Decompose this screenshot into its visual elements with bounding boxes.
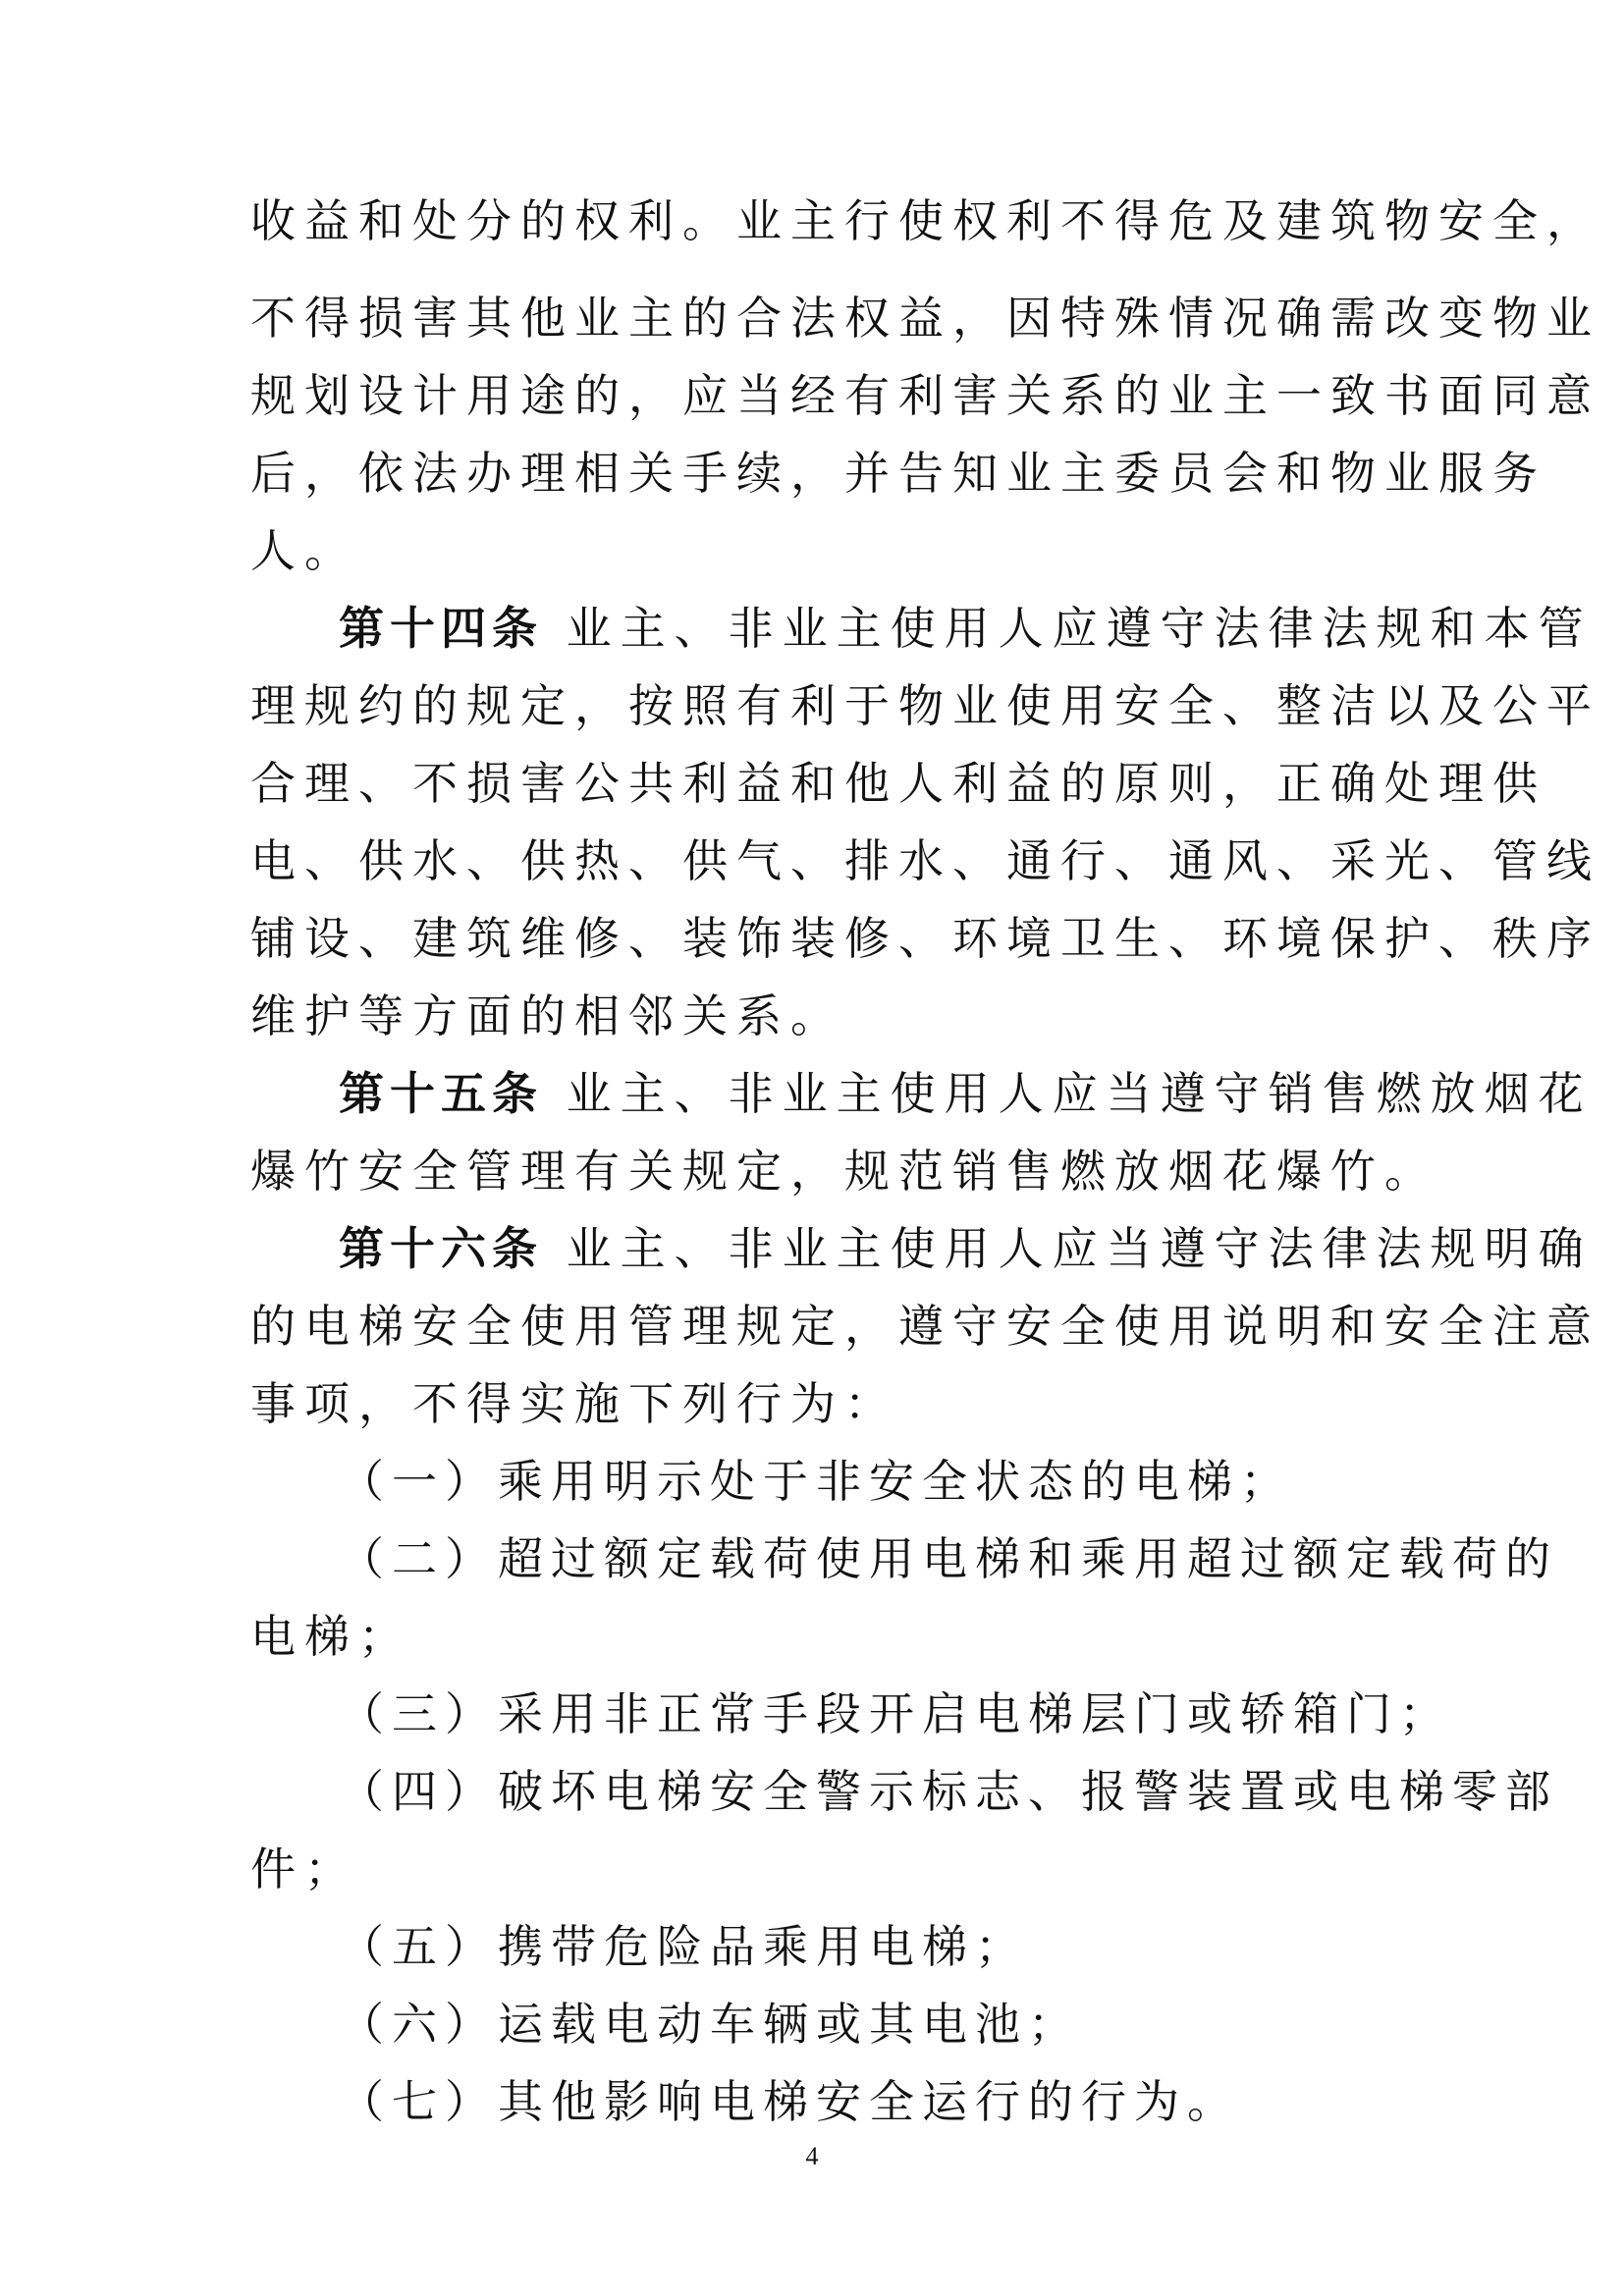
page-number: 4	[805, 2142, 819, 2170]
article-16-first-line: 业主、非业主使用人应当遵守法律法规明确	[566, 1222, 1593, 1275]
list-item: （四）破坏电梯安全警示标志、报警装置或电梯零部	[339, 1765, 1558, 1818]
list-item-continuation: 电梯；	[250, 1610, 412, 1663]
text-line: 规划设计用途的，应当经有利害关系的业主一致书面同意	[250, 369, 1600, 422]
list-item: （六）运载电动车辆或其电池；	[339, 1998, 1081, 2051]
text-line: 维护等方面的相邻关系。	[250, 989, 844, 1042]
text-line: 人。	[250, 524, 358, 577]
text-line: 合理、不损害公共利益和他人利益的原则，正确处理供	[250, 757, 1546, 810]
list-item: （五）携带危险品乘用电梯；	[339, 1920, 1028, 1973]
list-item-continuation: 件；	[250, 1842, 358, 1896]
list-item: （一）乘用明示处于非安全状态的电梯；	[339, 1455, 1293, 1508]
list-item: （七）其他影响电梯安全运行的行为。	[339, 2075, 1240, 2128]
article-16-heading-line	[339, 1209, 1593, 1288]
text-line: 后，依法办理相关手续，并告知业主委员会和物业服务	[250, 447, 1546, 500]
text-line: 爆竹安全管理有关规定，规范销售燃放烟花爆竹。	[250, 1145, 1438, 1198]
article-14-heading-line	[339, 589, 1593, 667]
text-line: 理规约的规定，按照有利于物业使用安全、整洁以及公平	[250, 679, 1600, 732]
text-line: 铺设、建筑维修、装饰装修、环境卫生、环境保护、秩序	[250, 912, 1600, 965]
article-14-first-line: 业主、非业主使用人应遵守法律法规和本管	[566, 602, 1593, 655]
article-14-label: 第十四条	[339, 602, 543, 655]
article-16-label: 第十六条	[339, 1222, 543, 1275]
article-15-first-line: 业主、非业主使用人应当遵守销售燃放烟花	[566, 1067, 1593, 1120]
text-line: 收益和处分的权利。业主行使权利不得危及建筑物安全，	[250, 194, 1600, 247]
list-item: （三）采用非正常手段开启电梯层门或轿箱门；	[339, 1687, 1452, 1740]
text-line: 事项，不得实施下列行为：	[250, 1377, 898, 1430]
article-15-label: 第十五条	[339, 1067, 543, 1120]
text-line: 电、供水、供热、供气、排水、通行、通风、采光、管线	[250, 834, 1600, 887]
text-line: 的电梯安全使用管理规定，遵守安全使用说明和安全注意	[250, 1300, 1600, 1353]
article-15-heading-line	[339, 1054, 1593, 1133]
text-line: 不得损害其他业主的合法权益，因特殊情况确需改变物业	[250, 292, 1600, 345]
list-item: （二）超过额定载荷使用电梯和乘用超过额定载荷的	[339, 1532, 1558, 1585]
